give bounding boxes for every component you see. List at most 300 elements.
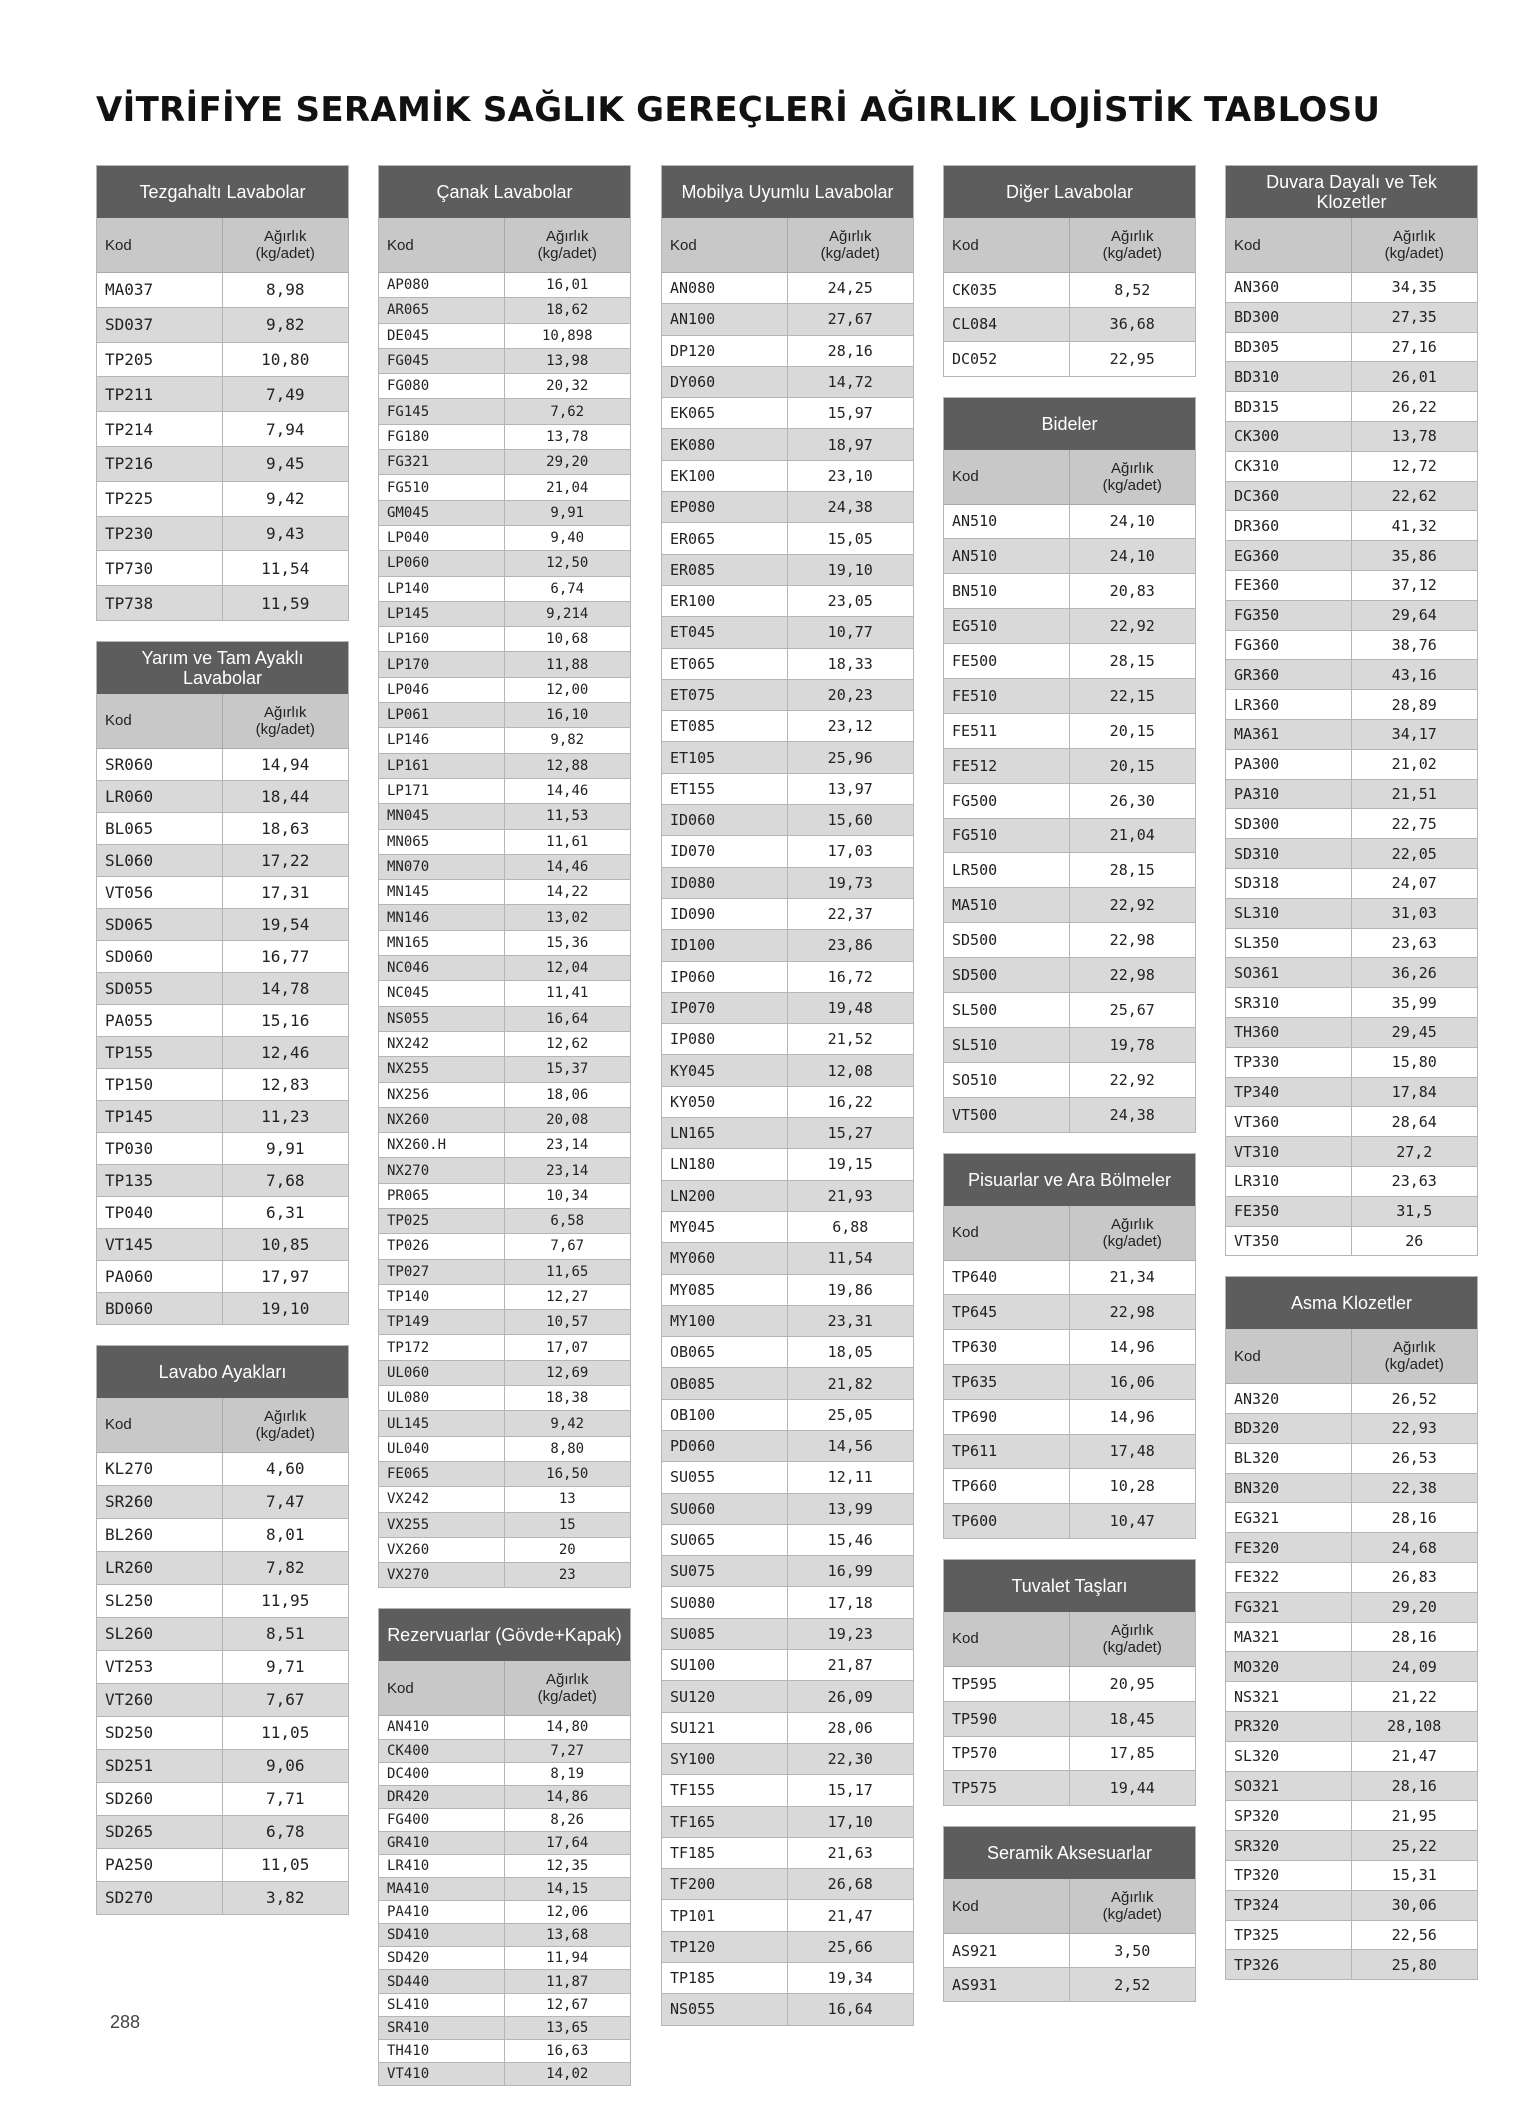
table-row (944, 1771, 1195, 1805)
table-row (97, 813, 348, 845)
weight-value: 20,15 (1109, 756, 1155, 775)
product-code: MO320 (1226, 1652, 1352, 1681)
product-code: ID100 (662, 930, 788, 960)
product-code: FE510 (944, 679, 1070, 713)
table-row (944, 1261, 1195, 1296)
product-code: ET045 (662, 617, 788, 647)
header-weight: Ağırlık (kg/adet) (1384, 1339, 1444, 1374)
weight-value: 24,10 (1109, 512, 1155, 531)
table-header (1226, 218, 1477, 273)
table-row (662, 742, 913, 773)
weight-value: 16,50 (546, 1466, 589, 1483)
header-weight: Ağırlık (kg/adet) (1102, 1215, 1162, 1250)
table-row (379, 1763, 630, 1786)
table-row (662, 1556, 913, 1587)
product-code: MN145 (379, 880, 505, 904)
weight-value: 21,51 (1391, 784, 1437, 803)
weight-value: 16,63 (546, 2042, 589, 2059)
table-row (944, 342, 1195, 376)
header-code: Kod (944, 1612, 1070, 1666)
table-row (1226, 482, 1477, 512)
weight-value: 23,12 (827, 717, 873, 736)
product-code: SU100 (662, 1650, 788, 1680)
product-code: VT350 (1226, 1227, 1352, 1256)
weight-value: 16,99 (827, 1562, 873, 1581)
product-code: FG045 (379, 349, 505, 373)
weight-value: 24,09 (1391, 1657, 1437, 1676)
weight-value: 21,95 (1391, 1806, 1437, 1825)
product-code: VT500 (944, 1098, 1070, 1132)
table-row (1226, 1593, 1477, 1623)
weight-value: 22,95 (1109, 349, 1155, 368)
product-code: TP026 (379, 1234, 505, 1258)
table-header (662, 218, 913, 273)
table-row (944, 273, 1195, 308)
product-code: SD500 (944, 923, 1070, 957)
product-code: LR060 (97, 781, 223, 812)
table-row (662, 1494, 913, 1525)
table-row (944, 1028, 1195, 1063)
weight-value: 14,46 (546, 783, 589, 800)
product-code: EG510 (944, 609, 1070, 643)
product-code: LP046 (379, 678, 505, 702)
product-code: NC046 (379, 956, 505, 980)
weight-value: 36,26 (1391, 963, 1437, 982)
weight-value: 28,64 (1391, 1112, 1437, 1131)
product-code: TP325 (1226, 1921, 1352, 1950)
product-code: VT360 (1226, 1107, 1352, 1136)
weight-value: 12,11 (827, 1468, 873, 1487)
table-row (944, 1435, 1195, 1470)
weight-value: 20,83 (1109, 582, 1155, 601)
product-code: TP155 (97, 1037, 223, 1068)
product-code: TP640 (944, 1261, 1070, 1295)
product-code: SL410 (379, 1994, 505, 2016)
product-code: FG350 (1226, 601, 1352, 630)
product-code: PR065 (379, 1184, 505, 1208)
weight-value: 9,06 (265, 1756, 305, 1776)
product-code: TP660 (944, 1469, 1070, 1503)
table-row (662, 1400, 913, 1431)
weight-value: 22,05 (1391, 844, 1437, 863)
product-code: LR410 (379, 1855, 505, 1877)
product-code: FG321 (379, 450, 505, 474)
table-row (944, 749, 1195, 784)
table-row (944, 609, 1195, 644)
table-row (97, 1849, 348, 1882)
table-header (944, 218, 1195, 273)
weight-value: 22,92 (1109, 1070, 1155, 1089)
table-row (944, 958, 1195, 993)
weight-value: 3,50 (1114, 1941, 1151, 1960)
table-header (944, 1612, 1195, 1667)
table-row (1226, 571, 1477, 601)
weight-value: 15,05 (827, 529, 873, 548)
table-row (379, 349, 630, 374)
table-tuvalet-taslari (943, 1559, 1196, 1806)
table-row (379, 1361, 630, 1386)
product-code: TP145 (97, 1101, 223, 1132)
table-row (944, 679, 1195, 714)
weight-value: 25,05 (827, 1405, 873, 1424)
table-row (379, 779, 630, 804)
product-code: AS921 (944, 1934, 1070, 1967)
weight-value: 15 (558, 1516, 576, 1533)
table-row (662, 1994, 913, 2024)
table-row (379, 1513, 630, 1538)
table-row (97, 482, 348, 517)
weight-value: 10,77 (827, 623, 873, 642)
table-row (1226, 1197, 1477, 1227)
weight-value: 29,20 (546, 454, 589, 471)
weight-value: 26,68 (827, 1875, 873, 1894)
weight-value: 22,98 (1109, 1303, 1155, 1322)
table-row (1226, 1742, 1477, 1772)
product-code: LP060 (379, 551, 505, 575)
table-row (1226, 1444, 1477, 1474)
product-code: SD300 (1226, 809, 1352, 838)
weight-value: 8,19 (550, 1765, 585, 1782)
table-row (379, 1970, 630, 1993)
table-row (379, 526, 630, 551)
weight-value: 12,50 (546, 555, 589, 572)
weight-value: 8,01 (265, 1525, 305, 1545)
product-code: KL270 (97, 1453, 223, 1485)
weight-value: 17,03 (827, 842, 873, 861)
product-code: TP172 (379, 1335, 505, 1359)
product-code: TP645 (944, 1295, 1070, 1329)
table-header (379, 1661, 630, 1716)
product-code: KY045 (662, 1055, 788, 1085)
header-code: Kod (944, 450, 1070, 504)
weight-value: 27,35 (1391, 308, 1437, 327)
product-code: CK300 (1226, 422, 1352, 451)
product-code: GM045 (379, 501, 505, 525)
table-row (379, 1487, 630, 1512)
table-row (944, 308, 1195, 343)
table-row (662, 930, 913, 961)
weight-value: 16,64 (827, 2000, 873, 2019)
header-code: Kod (97, 694, 223, 748)
table-row (379, 1832, 630, 1855)
weight-value: 17,48 (1109, 1442, 1155, 1461)
table-row (97, 1165, 348, 1197)
product-code: SR320 (1226, 1831, 1352, 1860)
weight-value: 10,898 (541, 327, 593, 344)
table-row (944, 1737, 1195, 1772)
table-row (379, 804, 630, 829)
product-code: ER085 (662, 555, 788, 585)
weight-value: 9,43 (265, 523, 305, 543)
table-row (1226, 1533, 1477, 1563)
table-row (97, 1684, 348, 1717)
product-code: IP080 (662, 1024, 788, 1054)
product-code: SR410 (379, 2017, 505, 2039)
product-code: EK065 (662, 398, 788, 428)
weight-value: 16,01 (546, 277, 589, 294)
product-code: VX270 (379, 1563, 505, 1587)
table-row (379, 273, 630, 298)
weight-value: 7,47 (265, 1492, 305, 1512)
weight-value: 11,53 (546, 808, 589, 825)
weight-value: 22,92 (1109, 896, 1155, 915)
weight-value: 29,20 (1391, 1598, 1437, 1617)
weight-value: 16,10 (546, 707, 589, 724)
table-row (97, 1133, 348, 1165)
table-row (662, 1932, 913, 1963)
weight-value: 26,09 (827, 1687, 873, 1706)
product-code: SD060 (97, 941, 223, 972)
table-row (97, 551, 348, 586)
weight-value: 25,22 (1391, 1836, 1437, 1855)
table-row (1226, 1950, 1477, 1979)
product-code: SD270 (97, 1882, 223, 1914)
table-row (379, 1158, 630, 1183)
product-code: AN410 (379, 1716, 505, 1738)
weight-value: 9,42 (265, 489, 305, 509)
weight-value: 21,04 (546, 479, 589, 496)
weight-value: 11,95 (261, 1591, 310, 1611)
table-row (379, 2017, 630, 2040)
table-row (379, 1310, 630, 1335)
product-code: FG080 (379, 374, 505, 398)
header-weight: Ağırlık (kg/adet) (1102, 459, 1162, 494)
table-row (944, 574, 1195, 609)
weight-value: 18,62 (546, 302, 589, 319)
weight-value: 19,10 (261, 1298, 310, 1318)
table-row (662, 899, 913, 930)
weight-value: 14,96 (1109, 1407, 1155, 1426)
table-row (1226, 273, 1477, 303)
product-code: TP027 (379, 1260, 505, 1284)
table-row (379, 1260, 630, 1285)
weight-value: 22,56 (1391, 1926, 1437, 1945)
table-row (1226, 988, 1477, 1018)
weight-value: 8,26 (550, 1811, 585, 1828)
product-code: SD250 (97, 1717, 223, 1749)
table-row (1226, 541, 1477, 571)
weight-value: 12,06 (546, 1904, 589, 1921)
product-code: BD315 (1226, 392, 1352, 421)
table-row (379, 627, 630, 652)
weight-value: 21,93 (827, 1186, 873, 1205)
table-row (1226, 1474, 1477, 1504)
weight-value: 24,68 (1391, 1538, 1437, 1557)
weight-value: 17,85 (1109, 1744, 1155, 1763)
weight-value: 19,78 (1109, 1035, 1155, 1054)
product-code: CK035 (944, 273, 1070, 307)
table-row (662, 962, 913, 993)
table-row (379, 652, 630, 677)
product-code: SD420 (379, 1947, 505, 1969)
weight-value: 16,72 (827, 967, 873, 986)
product-code: LN180 (662, 1149, 788, 1179)
weight-value: 21,04 (1109, 826, 1155, 845)
table-row (662, 680, 913, 711)
product-code: LP140 (379, 577, 505, 601)
header-code: Kod (662, 218, 788, 272)
weight-value: 7,62 (550, 403, 585, 420)
table-row (662, 1306, 913, 1337)
product-code: CK310 (1226, 452, 1352, 481)
table-row (944, 505, 1195, 540)
product-code: SO361 (1226, 958, 1352, 987)
weight-value: 12,04 (546, 960, 589, 977)
product-code: SD260 (97, 1783, 223, 1815)
table-header (97, 218, 348, 273)
table-row (379, 1032, 630, 1057)
product-code: SU080 (662, 1587, 788, 1617)
weight-value: 27,67 (827, 310, 873, 329)
table-title: Tuvalet Taşları (944, 1560, 1195, 1612)
table-row (379, 1411, 630, 1436)
product-code: VX255 (379, 1513, 505, 1537)
product-code: BN320 (1226, 1474, 1352, 1503)
column-2 (378, 165, 631, 2106)
table-row (1226, 958, 1477, 988)
weight-value: 20,15 (1109, 721, 1155, 740)
product-code: TH410 (379, 2040, 505, 2062)
weight-value: 7,71 (265, 1789, 305, 1809)
table-row (1226, 422, 1477, 452)
table-row (379, 450, 630, 475)
weight-value: 26 (1405, 1231, 1424, 1250)
table-row (662, 1744, 913, 1775)
header-code: Kod (379, 218, 505, 272)
header-code: Kod (944, 1206, 1070, 1260)
table-row (379, 855, 630, 880)
table-row (97, 1229, 348, 1261)
weight-value: 28,15 (1109, 861, 1155, 880)
table-row (662, 1838, 913, 1869)
weight-value: 6,88 (832, 1218, 869, 1237)
table-row (662, 805, 913, 836)
product-code: GR410 (379, 1832, 505, 1854)
table-row (1226, 631, 1477, 661)
product-code: SL510 (944, 1028, 1070, 1062)
product-code: AN360 (1226, 273, 1352, 302)
weight-value: 21,87 (827, 1656, 873, 1675)
product-code: OB085 (662, 1368, 788, 1398)
weight-value: 10,57 (546, 1314, 589, 1331)
product-code: TF155 (662, 1775, 788, 1805)
product-code: SU060 (662, 1494, 788, 1524)
header-code: Kod (1226, 1329, 1352, 1383)
table-row (379, 1947, 630, 1970)
product-code: SR060 (97, 749, 223, 780)
weight-value: 14,94 (261, 754, 310, 774)
product-code: LP170 (379, 652, 505, 676)
product-code: FG180 (379, 425, 505, 449)
table-row (379, 1924, 630, 1947)
weight-value: 28,16 (1391, 1508, 1437, 1527)
table-row (1226, 1772, 1477, 1802)
table-row (97, 1486, 348, 1519)
weight-value: 10,68 (546, 631, 589, 648)
product-code: MN065 (379, 830, 505, 854)
weight-value: 16,22 (827, 1092, 873, 1111)
product-code: BD310 (1226, 362, 1352, 391)
product-code: SD037 (97, 308, 223, 342)
weight-value: 11,05 (261, 1723, 310, 1743)
product-code: FG360 (1226, 631, 1352, 660)
weight-value: 13,78 (1391, 427, 1437, 446)
product-code: PR320 (1226, 1712, 1352, 1741)
table-row (944, 1469, 1195, 1504)
weight-value: 9,91 (550, 504, 585, 521)
product-code: BD300 (1226, 303, 1352, 332)
product-code: NX260 (379, 1108, 505, 1132)
weight-value: 23 (558, 1567, 576, 1584)
table-body (379, 1716, 630, 2085)
table-row (662, 1807, 913, 1838)
product-code: NS055 (662, 1994, 788, 2024)
product-code: DR420 (379, 1786, 505, 1808)
weight-value: 9,82 (550, 732, 585, 749)
weight-value: 12,62 (546, 1036, 589, 1053)
table-row (379, 298, 630, 323)
table-row (97, 909, 348, 941)
weight-value: 17,84 (1391, 1082, 1437, 1101)
weight-value: 11,65 (546, 1263, 589, 1280)
table-row (1226, 511, 1477, 541)
product-code: EK100 (662, 461, 788, 491)
table-row (944, 1968, 1195, 2001)
product-code: SD440 (379, 1970, 505, 1992)
table-title: Pisuarlar ve Ara Bölmeler (944, 1154, 1195, 1206)
weight-value: 14,56 (827, 1437, 873, 1456)
product-code: CL084 (944, 308, 1070, 342)
product-code: MN165 (379, 931, 505, 955)
table-row (662, 336, 913, 367)
weight-value: 9,71 (265, 1657, 305, 1677)
product-code: SO510 (944, 1063, 1070, 1097)
table-row (1226, 839, 1477, 869)
header-weight: Ağırlık (kg/adet) (537, 1671, 597, 1706)
table-row (379, 678, 630, 703)
table-title: Asma Klozetler (1226, 1277, 1477, 1329)
weight-value: 37,12 (1391, 576, 1437, 595)
product-code: FG400 (379, 1809, 505, 1831)
table-row (379, 1184, 630, 1209)
weight-value: 11,54 (261, 558, 310, 578)
product-code: FE320 (1226, 1533, 1352, 1562)
table-header (944, 1879, 1195, 1934)
product-code: BL320 (1226, 1444, 1352, 1473)
header-code: Kod (944, 218, 1070, 272)
weight-value: 21,82 (827, 1374, 873, 1393)
table-row (662, 868, 913, 899)
product-code: LP146 (379, 728, 505, 752)
weight-value: 9,42 (550, 1415, 585, 1432)
weight-value: 13,98 (546, 353, 589, 370)
product-code: MA037 (97, 273, 223, 307)
header-weight: Ağırlık (kg/adet) (255, 1407, 315, 1442)
weight-value: 2,52 (1114, 1975, 1151, 1994)
product-code: DE045 (379, 324, 505, 348)
weight-value: 22,37 (827, 905, 873, 924)
weight-value: 15,31 (1391, 1866, 1437, 1885)
table-row (662, 1681, 913, 1712)
product-code: SO321 (1226, 1772, 1352, 1801)
weight-value: 14,72 (827, 373, 873, 392)
table-row (1226, 1652, 1477, 1682)
table-row (662, 586, 913, 617)
product-code: TP211 (97, 377, 223, 411)
weight-value: 12,00 (546, 681, 589, 698)
weight-value: 7,82 (265, 1558, 305, 1578)
product-code: PA250 (97, 1849, 223, 1881)
